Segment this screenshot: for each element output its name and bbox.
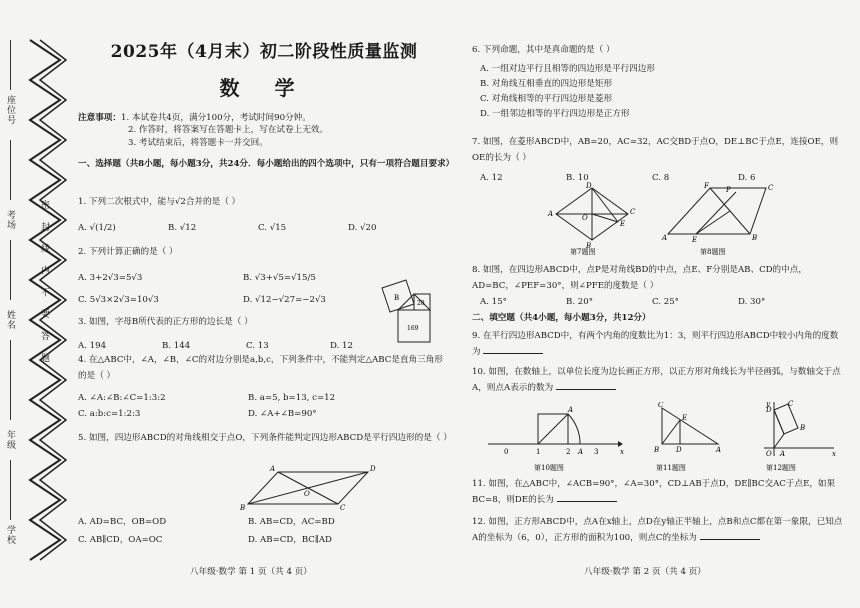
question-10-text: 10. 如图，在数轴上，以单位长度为边长画正方形，以正方形对角线长为半径画弧，与数轴交于点A，则点A表示的数为: [472, 367, 841, 394]
q6-options: [472, 62, 852, 122]
q6-option-c: C. 对角线相等的平行四边形是菱形: [480, 94, 613, 105]
svg-text:A: A: [662, 234, 668, 242]
q4-option-c: C. a:b:c=1:2:3: [78, 409, 141, 420]
svg-text:A: A: [548, 210, 554, 218]
svg-text:3: 3: [594, 448, 599, 456]
q1-option-b: B. √12: [168, 223, 197, 233]
svg-text:1: 1: [536, 448, 541, 456]
fig5-label-d: D: [370, 465, 376, 473]
svg-text:B: B: [800, 424, 806, 432]
fig5-label-o: O: [304, 490, 310, 498]
q2-options: [78, 272, 368, 307]
question-5: 5. 如图，四边形ABCD的对角线相交于点O，下列条件能判定四边形ABCD是平行四边形的是（ ）: [78, 433, 452, 443]
fig12-coordinate: [744, 398, 840, 474]
fig8-quadrilateral: [660, 182, 780, 256]
q4-options: [78, 392, 450, 421]
fig3-label-b: B: [394, 294, 400, 302]
question-2: 2. 下列计算正确的是（ ）: [78, 247, 178, 257]
fig11-caption: 第11题图: [656, 464, 686, 472]
q11-answer-blank: [557, 493, 617, 502]
fig7-caption: 第7题图: [570, 248, 596, 256]
svg-text:D: D: [586, 182, 592, 190]
notes-heading: 注意事项：: [78, 113, 121, 123]
question-11: [472, 476, 844, 509]
q6-option-b: B. 对角线互相垂直的四边形是矩形: [480, 79, 613, 90]
svg-text:A: A: [780, 450, 786, 458]
svg-text:C: C: [658, 402, 664, 409]
q5-option-b: B. AB=CD，AC=BD: [248, 517, 335, 527]
q7-option-b: B. 10: [566, 173, 589, 183]
svg-text:x: x: [832, 450, 836, 458]
question-10: [472, 364, 844, 397]
svg-text:C: C: [788, 400, 794, 408]
q2-option-d: D. √12−√27=−2√3: [243, 295, 326, 306]
svg-text:F: F: [704, 182, 709, 190]
q4-option-d: D. ∠A+∠B=90°: [248, 409, 317, 420]
q1-option-d: D. √20: [348, 223, 377, 233]
q3-option-b: B. 144: [162, 341, 191, 351]
binding-strip: [0, 0, 70, 608]
q7-option-d: D. 6: [738, 173, 756, 183]
q1-option-c: C. √15: [258, 223, 287, 233]
svg-text:O: O: [582, 214, 588, 222]
svg-text:E: E: [682, 414, 688, 422]
fig12-caption: 第12题图: [766, 464, 796, 472]
exam-title: 2025年（4月末）初二阶段性质量监测: [110, 42, 418, 62]
q2-option-a: A. 3+2√3=5√3: [78, 273, 143, 283]
q7-option-c: C. 8: [652, 173, 670, 183]
svg-text:B: B: [752, 234, 758, 242]
notes: [78, 112, 450, 149]
q10-answer-blank: [556, 381, 616, 390]
seal-notice: 密 封 线 内 不 要 答 题: [39, 200, 49, 368]
q12-answer-blank: [700, 531, 760, 540]
q5-options: [78, 516, 450, 547]
fig7-rhombus: [542, 182, 652, 256]
question-11-text: 11. 如图，在△ABC中，∠ACB=90°，∠A=30°，CD⊥AB于点D，DE∥BC交AC于点E，如果BC=8，则DE的长为: [472, 479, 836, 506]
q2-option-c: C. 5√3×2√3=10√3: [78, 295, 159, 306]
q6-option-a: A. 一组对边平行且相等的四边形是平行四边形: [480, 64, 655, 74]
seat-label: 座位号: [5, 95, 15, 125]
fig8-caption: 第8题图: [700, 248, 726, 256]
q5-option-d: D. AB=CD，BC∥AD: [248, 535, 332, 546]
q9-answer-blank: [483, 345, 543, 354]
svg-text:C: C: [768, 184, 774, 192]
question-9: [472, 328, 844, 361]
svg-text:B: B: [654, 446, 660, 454]
q2-option-b: B. √3+√5=√15/5: [243, 273, 316, 283]
name-label: 姓名: [5, 310, 15, 330]
q1-options: [78, 222, 450, 234]
svg-text:P: P: [726, 186, 731, 194]
section-1-heading: 一、选择题（共8小题，每小题3分，共24分．每小题给出的四个选项中，只有一项符合题目要求）: [78, 159, 455, 169]
question-7: 7. 如图，在菱形ABCD中，AB=20，AC=32，AC交BD于点O，DE⊥BC于点E，连接OE，则OE的长为（ ）: [472, 137, 839, 164]
q3-option-c: C. 13: [246, 341, 269, 351]
svg-text:x: x: [620, 448, 624, 456]
note-1: 1. 本试卷共4页，满分100分，考试时间90分钟。: [120, 113, 311, 123]
q3-options: [78, 340, 378, 352]
q8-option-a: A. 15°: [480, 297, 507, 307]
svg-text:A: A: [578, 448, 584, 456]
svg-text:A: A: [568, 406, 574, 414]
fig3-label-28: 28: [417, 300, 425, 307]
fig11-triangle: [640, 402, 730, 474]
question-6: 6. 下列命题，其中是真命题的是（ ）: [472, 45, 615, 55]
q4-option-a: A. ∠A:∠B:∠C=1:3:2: [78, 393, 166, 403]
note-2: 2. 作答时，将答案写在答题卡上，写在试卷上无效。: [128, 125, 328, 136]
question-4: 4. 在△ABC中，∠A，∠B，∠C的对边分别是a,b,c，下列条件中，不能判定△ABC是直角三角形的是（ ）: [78, 355, 443, 382]
fig5-label-b: B: [240, 504, 246, 512]
q7-option-a: A. 12: [480, 173, 503, 183]
fig10-number-line: [484, 400, 624, 474]
question-12-text: 12. 如图，正方形ABCD中，点A在x轴上，点D在y轴正半轴上，点B和点C都在第一象限，已知点A的坐标为（6，0），正方形的面积为100，则点C的坐标为: [472, 517, 843, 544]
svg-text:O: O: [766, 450, 772, 458]
svg-text:y: y: [766, 400, 770, 408]
fig5-label-a: A: [270, 465, 276, 473]
page-1-footer: 八年级·数学 第 1 页（共 4 页）: [190, 567, 312, 577]
section-2-heading: 二、填空题（共4小题，每小题3分，共12分）: [472, 313, 651, 323]
question-9-text: 9. 在平行四边形ABCD中，有两个内角的度数比为1：3，则平行四边形ABCD中较小内角的度数为: [472, 331, 839, 358]
q5-option-a: A. AD=BC，OB=OD: [78, 517, 167, 527]
q5-figure: [218, 462, 378, 512]
q3-option-a: A. 194: [78, 341, 107, 351]
svg-text:D: D: [766, 406, 772, 414]
q4-option-b: B. a=5, b=13, c=12: [248, 393, 336, 403]
question-3: 3. 如图，字母B所代表的正方形的边长是（ ）: [78, 317, 253, 327]
svg-text:E: E: [620, 220, 626, 228]
svg-text:2: 2: [566, 448, 571, 456]
svg-text:C: C: [630, 208, 636, 216]
subject-title: 数 学: [219, 76, 309, 100]
svg-text:0: 0: [504, 448, 509, 456]
exam-room-label: 考场: [5, 210, 15, 230]
fig10-caption: 第10题图: [534, 464, 564, 472]
question-12: [472, 514, 844, 547]
svg-text:E: E: [692, 236, 698, 244]
grade-label: 年级: [5, 430, 15, 450]
q8-option-c: C. 25°: [652, 297, 679, 307]
q5-option-c: C. AB∥CD，OA=OC: [78, 535, 163, 546]
q3-figure: [376, 274, 448, 344]
school-label: 学校: [5, 525, 15, 545]
q3-option-d: D. 12: [330, 341, 353, 351]
page-2-footer: 八年级·数学 第 2 页（共 4 页）: [584, 567, 706, 577]
svg-text:D: D: [676, 446, 682, 454]
q8-option-b: B. 20°: [566, 297, 594, 307]
fig5-label-c: C: [340, 504, 346, 512]
svg-text:A: A: [716, 446, 722, 454]
question-1: 1. 下列二次根式中，能与√2合并的是（ ）: [78, 197, 241, 207]
q8-option-d: D. 30°: [738, 297, 766, 307]
note-3: 3. 考试结束后，将答题卡一并交回。: [128, 137, 268, 148]
fig3-label-169: 169: [407, 325, 419, 332]
question-8: 8. 如图，在四边形ABCD中，点P是对角线BD的中点，点E、F分别是AB、CD的中点，AD=BC，∠PEF=30°，则∠PFE的度数是（ ）: [472, 265, 807, 292]
svg-text:B: B: [586, 242, 592, 250]
q6-option-d: D. 一组邻边相等的平行四边形是正方形: [480, 109, 630, 120]
q8-options: [472, 296, 852, 308]
q1-option-a: A. √(1/2): [78, 223, 116, 233]
